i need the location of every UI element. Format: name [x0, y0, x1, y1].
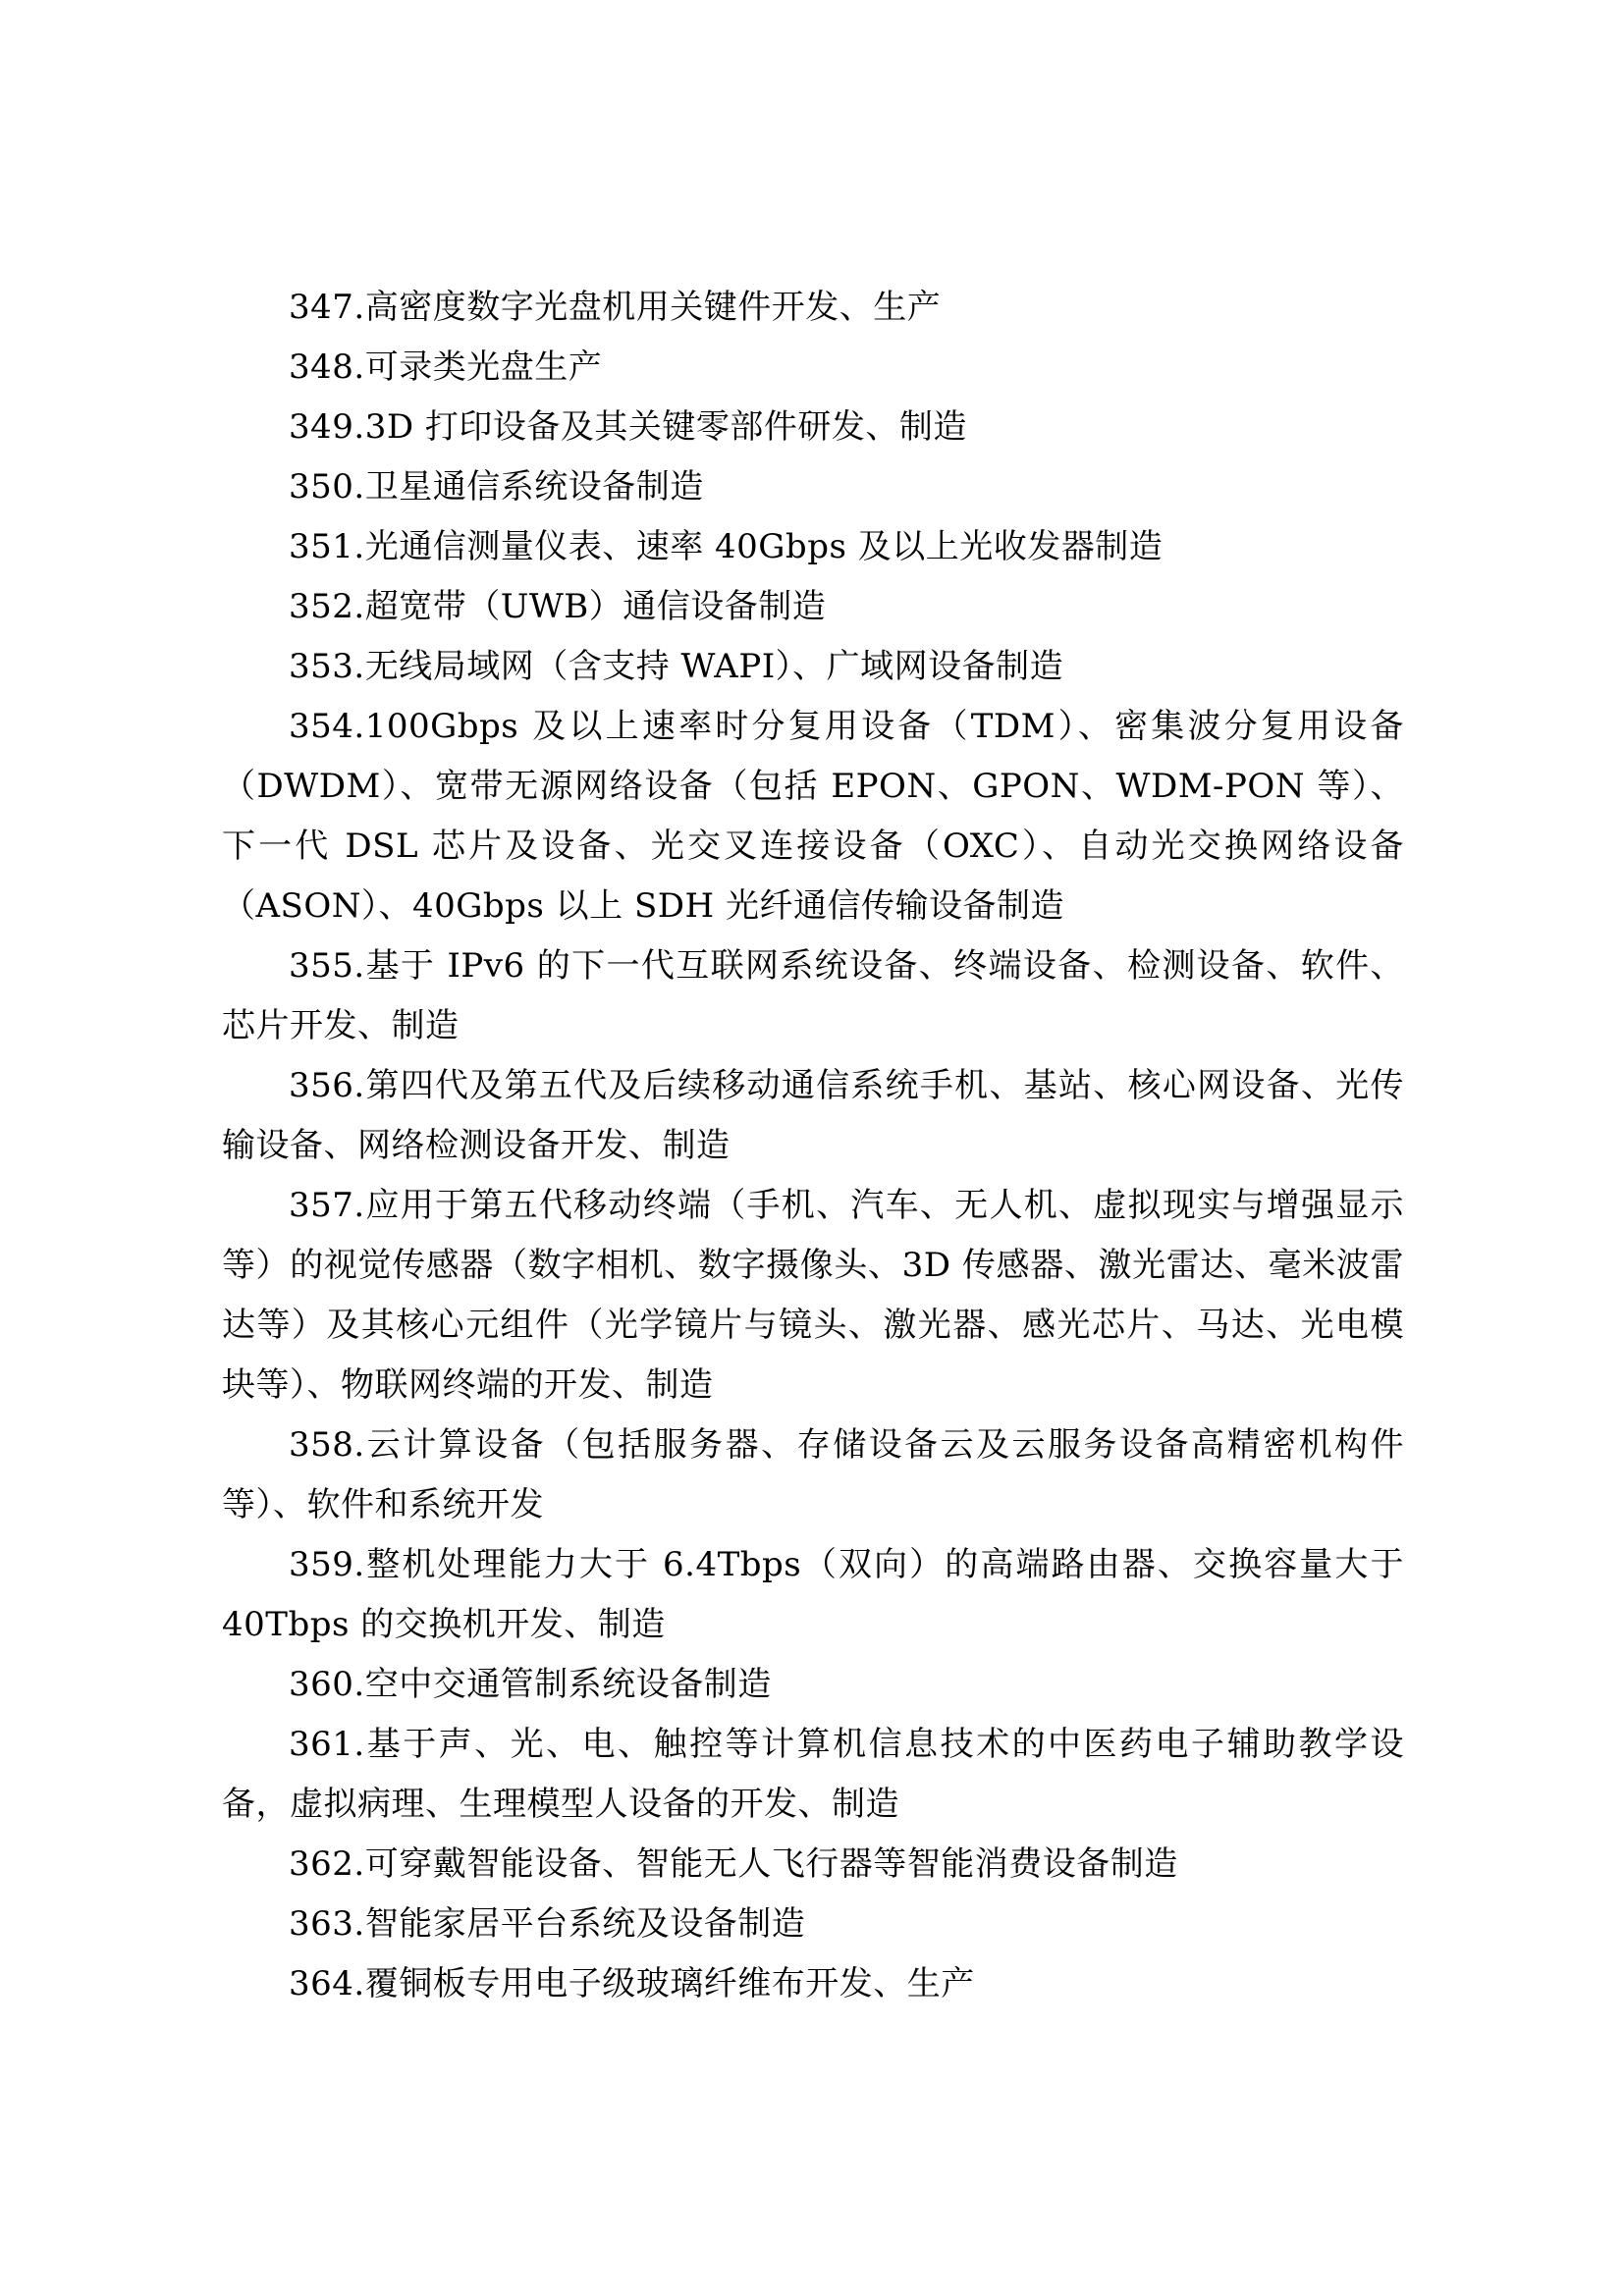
item-text: 基于声、光、电、触控等计算机信息技术的中医药电子辅助教学设备，虚拟病理、生理模型人设备的开发、制造 — [222, 1725, 1404, 1824]
catalog-item-353 — [222, 637, 1404, 697]
item-text: 覆铜板专用电子级玻璃纤维布开发、生产 — [364, 1964, 975, 2003]
catalog-item-360 — [222, 1655, 1404, 1715]
catalog-item-347 — [222, 278, 1404, 338]
item-number: 357. — [289, 1186, 365, 1225]
catalog-item-354 — [222, 697, 1404, 936]
catalog-item-352 — [222, 577, 1404, 637]
item-text: 云计算设备（包括服务器、存储设备云及云服务设备高精密机构件等）、软件和系统开发 — [222, 1425, 1404, 1524]
item-number: 353. — [289, 647, 365, 686]
item-text: 光通信测量仪表、速率 40Gbps 及以上光收发器制造 — [364, 527, 1164, 566]
catalog-item-364 — [222, 1954, 1404, 2014]
item-number: 351. — [289, 527, 365, 566]
item-text: 空中交通管制系统设备制造 — [364, 1665, 772, 1704]
catalog-item-356 — [222, 1056, 1404, 1176]
item-text: 整机处理能力大于 6.4Tbps（双向）的高端路由器、交换容量大于 40Tbps 的交换机开发、制造 — [222, 1545, 1404, 1644]
item-number: 354. — [289, 707, 365, 746]
catalog-item-358 — [222, 1415, 1404, 1535]
catalog-item-357 — [222, 1176, 1404, 1415]
item-text: 3D 打印设备及其关键零部件研发、制造 — [364, 407, 967, 447]
item-text: 可穿戴智能设备、智能无人飞行器等智能消费设备制造 — [364, 1844, 1178, 1884]
item-text: 100Gbps 及以上速率时分复用设备（TDM）、密集波分复用设备（DWDM）、宽带无源网络设备（包括 EPON、GPON、WDM-PON 等）、下一代 DSL 芯片及设备、光交叉连接设备（OXC）、自动光交换网络设备（ASON）、40Gbps 以上 SDH 光纤通信传输设备制造 — [222, 707, 1404, 926]
catalog-item-362 — [222, 1835, 1404, 1895]
item-text: 无线局域网（含支持 WAPI）、广域网设备制造 — [364, 647, 1064, 686]
catalog-item-355 — [222, 936, 1404, 1056]
item-number: 356. — [289, 1066, 365, 1105]
item-number: 359. — [289, 1545, 365, 1584]
item-text: 卫星通信系统设备制造 — [364, 467, 704, 507]
catalog-item-349 — [222, 398, 1404, 457]
item-text: 应用于第五代移动终端（手机、汽车、无人机、虚拟现实与增强显示等）的视觉传感器（数字相机、数字摄像头、3D 传感器、激光雷达、毫米波雷达等）及其核心元组件（光学镜片与镜头、激光器、感光芯片、马达、光电模块等）、物联网终端的开发、制造 — [222, 1186, 1404, 1405]
item-text: 高密度数字光盘机用关键件开发、生产 — [364, 288, 942, 327]
catalog-item-351 — [222, 517, 1404, 577]
item-number: 347. — [289, 288, 365, 327]
text-block — [222, 278, 1404, 2014]
item-number: 358. — [289, 1425, 365, 1465]
item-text: 基于 IPv6 的下一代互联网系统设备、终端设备、检测设备、软件、芯片开发、制造 — [222, 946, 1404, 1045]
item-number: 349. — [289, 407, 365, 447]
catalog-item-350 — [222, 457, 1404, 517]
catalog-item-348 — [222, 338, 1404, 398]
item-number: 350. — [289, 467, 365, 507]
item-number: 355. — [289, 946, 365, 986]
item-number: 363. — [289, 1904, 365, 1944]
item-text: 第四代及第五代及后续移动通信系统手机、基站、核心网设备、光传输设备、网络检测设备开发、制造 — [222, 1066, 1404, 1165]
item-number: 352. — [289, 587, 365, 626]
catalog-item-359 — [222, 1535, 1404, 1655]
item-number: 362. — [289, 1844, 365, 1884]
item-number: 360. — [289, 1665, 365, 1704]
item-number: 361. — [289, 1725, 365, 1764]
catalog-item-363 — [222, 1895, 1404, 1954]
catalog-item-361 — [222, 1715, 1404, 1835]
item-text: 超宽带（UWB）通信设备制造 — [364, 587, 827, 626]
item-number: 348. — [289, 347, 365, 387]
item-text: 可录类光盘生产 — [364, 347, 603, 387]
item-text: 智能家居平台系统及设备制造 — [364, 1904, 806, 1944]
item-number: 364. — [289, 1964, 365, 2003]
